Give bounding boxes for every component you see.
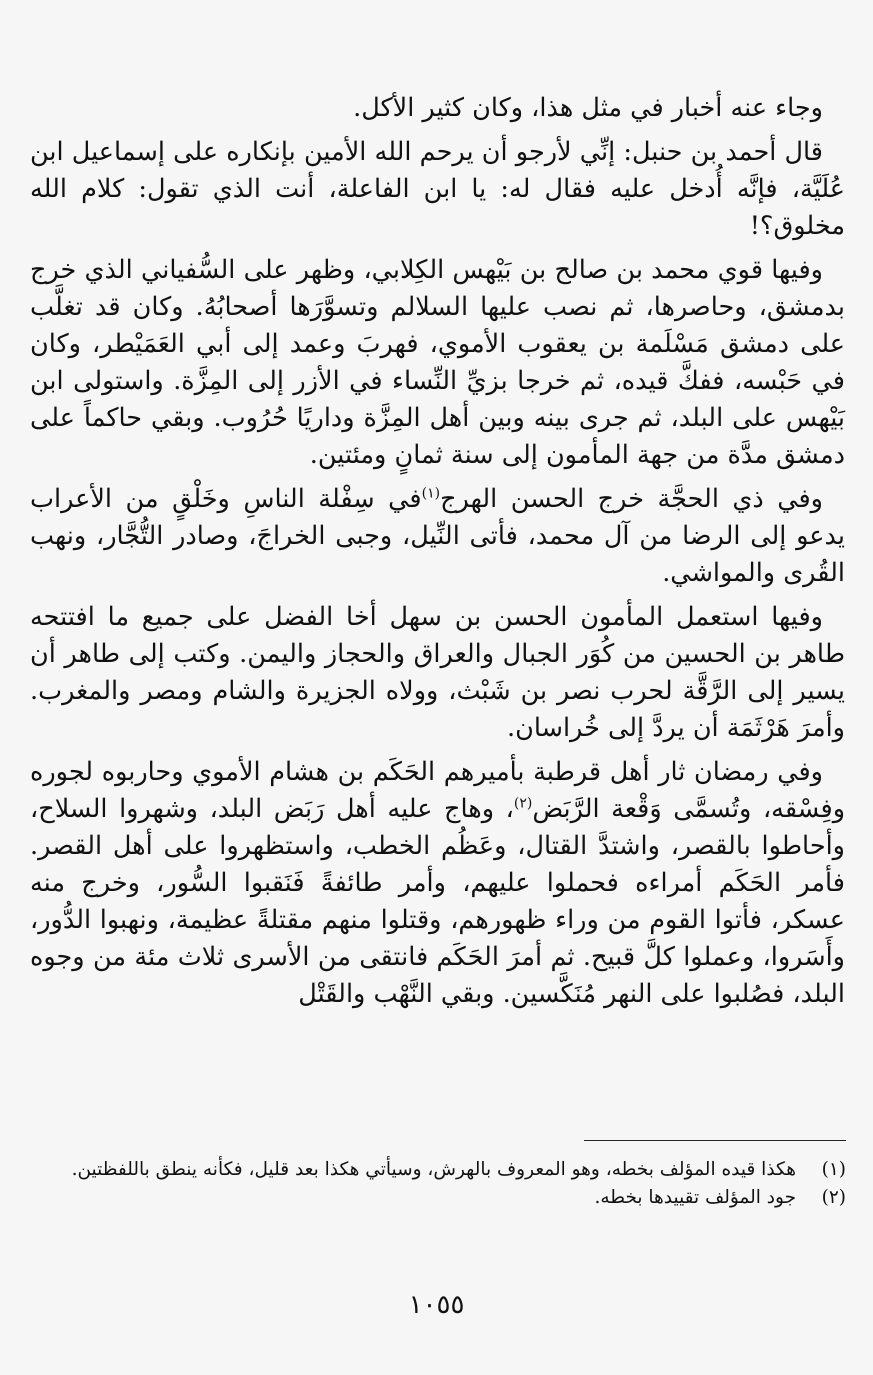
footnote-divider: [584, 1140, 846, 1141]
footnote-item: [30, 1156, 846, 1184]
footnote-number: (١): [821, 1159, 846, 1180]
paragraph: وجاء عنه أخبار في مثل هذا، وكان كثير الأكل.: [353, 93, 823, 123]
page-number: ١٠٥٥: [408, 1290, 465, 1320]
footnote-text: جود المؤلف تقييدها بخطه.: [594, 1187, 796, 1208]
paragraph: قال أحمد بن حنبل: إنِّي لأرجو أن يرحم الله الأمين بإنكاره على إسماعيل ابن عُلَيَّة، فإنَّه أُدخل عليه فقال له: يا ابن الفاعلة، أنت الذي تقول: كلام الله مخلوق؟!: [30, 137, 845, 241]
main-text: [30, 90, 845, 1013]
footnote-reference: (٢): [513, 795, 533, 812]
paragraph-with-footnote: وفي رمضان ثار أهل قرطبة بأميرهم الحَكَم بن هشام الأموي وحاربوه لجوره وفِسْقه، وتُسمَّى وَقْعة الرَّبَض$^{(٢)}$، وهاج عليه أهل رَبَض البلد، وشهروا السلاح، وأحاطوا بالقصر، واشتدَّ القتال، وعَظُم الخطب، واستظهروا على أهل القصر. فأمر الحَكَم أمراءه فحملوا عليهم، وأمر طائفةً فَنَقبوا السُّور، وخرج منه عسكر، فأتوا القوم من وراء ظهورهم، وقتلوا منهم مقتلةً عظيمة، ونهبوا الدُّور، وأَسَروا، وعملوا كلَّ قبيح. ثم أمرَ الحَكَم فانتقى من الأسرى ثلاث مئة من وجوه البلد، فصُلبوا على النهر مُنَكَّسين. وبقي النَّهْب والقَتْل: [30, 757, 846, 1009]
paragraph: وفيها قوي محمد بن صالح بن بَيْهس الكِلابي، وظهر على السُّفياني الذي خرج بدمشق، وحاصرها، ثم نصب عليها السلالم وتسوَّرَها أصحابُهُ. وكان قد تغلَّب على دمشق مَسْلَمة بن يعقوب الأموي، فهربَ وعمد إلى أبي العَمَيْطر، وكان في حَبْسه، ففكَّ قيده، ثم خرجا بزيِّ النِّساء في الأزر إلى المِزَّة. واستولى ابن بَيْهس على البلد، ثم جرى بينه وبين أهل المِزَّة وداريًا حُرُوب. وبقي حاكماً على دمشق مدَّة من جهة المأمون إلى سنة ثمانٍ ومئتين.: [30, 255, 845, 470]
footnote-number: (٢): [821, 1187, 846, 1208]
paragraph: وفيها استعمل المأمون الحسن بن سهل أخا الفضل على جميع ما افتتحه طاهر بن الحسين من كُوَر الجبال والعراق والحجاز واليمن. وكتب إلى طاهر أن يسير إلى الرَّقَّة لحرب نصر بن شَبْث، وولاه الجزيرة والشام ومصر والمغرب. وأمرَ هَرْثَمَة أن يردَّ إلى خُراسان.: [30, 602, 845, 743]
paragraph-with-footnote: وفي ذي الحجَّة خرج الحسن الهرج$^{(١)}$في سِفْلة الناسِ وخَلْقٍ من الأعراب يدعو إلى الرضا من آل محمد، فأتى النِّيل، وجبى الخراجَ، وصادر التُّجَّار، ونهب القُرى والمواشي.: [30, 484, 845, 588]
footnote-reference: (١): [421, 485, 441, 502]
footnotes: [30, 1156, 846, 1212]
footnote-text: هكذا قيده المؤلف بخطه، وهو المعروف بالهرش، وسيأتي هكذا بعد قليل، فكأنه ينطق باللفظتين.: [71, 1159, 796, 1180]
footnote-item: [30, 1184, 846, 1212]
